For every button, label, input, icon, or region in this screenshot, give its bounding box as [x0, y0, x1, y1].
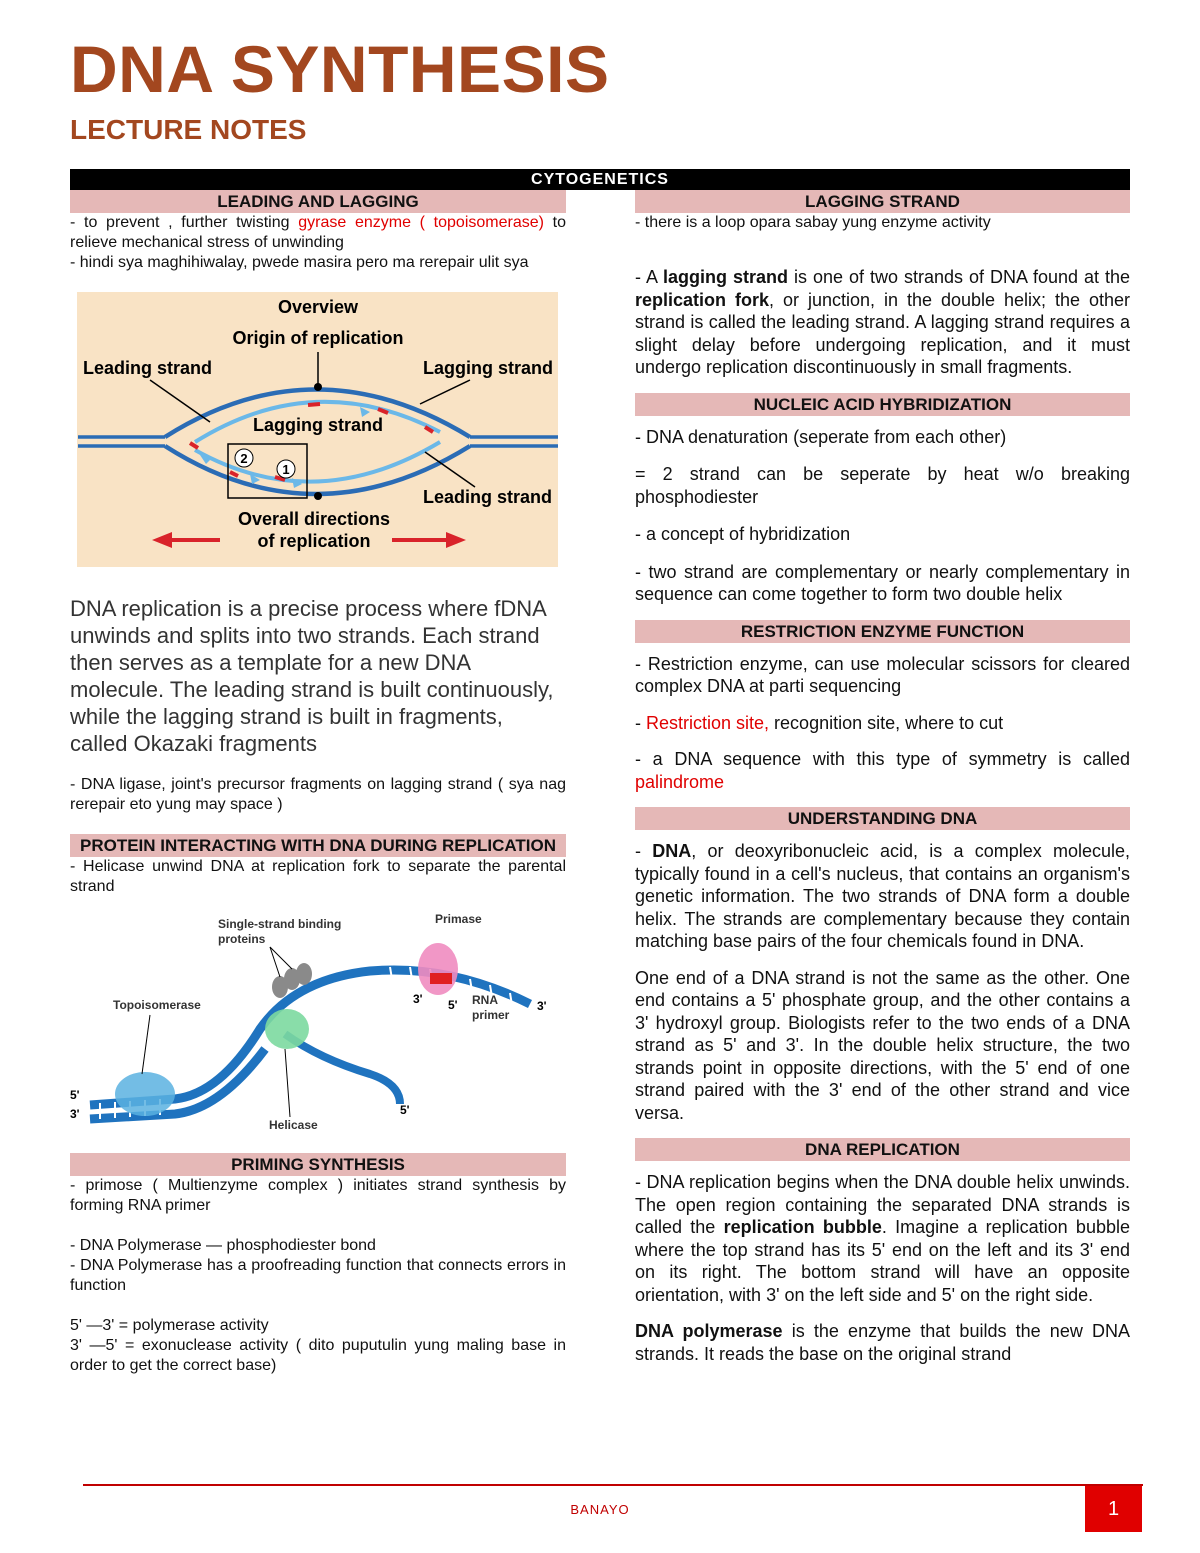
- hybridization-header: NUCLEIC ACID HYBRIDIZATION: [635, 393, 1130, 416]
- five-prime-top: 5': [448, 998, 458, 1012]
- footer-rule: [83, 1484, 1143, 1486]
- primase-paragraph: - primose ( Multienzyme complex ) initiates strand synthesis by forming RNA primer: [70, 1177, 566, 1214]
- priming-synthesis-header: PRIMING SYNTHESIS: [70, 1153, 566, 1176]
- restriction-site-highlight: Restriction site,: [646, 712, 770, 733]
- polymerase-activity-paragraph: 5' —3' = polymerase activity: [70, 1317, 269, 1334]
- footer-author: BANAYO: [570, 1502, 630, 1517]
- protein-interacting-header: PROTEIN INTERACTING WITH DNA DURING REPLICATION: [70, 834, 566, 857]
- ligase-paragraph: - DNA ligase, joint's precursor fragments on lagging strand ( sya nag rerepair eto yung may space ): [70, 776, 566, 813]
- hybridization-p2: = 2 strand can be seperate by heat w/o breaking phosphodiester: [635, 464, 1130, 507]
- lagging-strand-label-right: Lagging strand: [423, 358, 553, 378]
- replication-p2: DNA polymerase is the enzyme that builds the new DNA strands. It reads the base on the original strand: [635, 1321, 1130, 1364]
- page-title: DNA SYNTHESIS: [70, 32, 610, 106]
- restriction-p3: - a DNA sequence with this type of symmetry is called palindrome: [635, 749, 1130, 792]
- page-subtitle: LECTURE NOTES: [70, 114, 307, 145]
- palindrome-highlight: palindrome: [635, 771, 725, 792]
- overview-label: Overview: [277, 297, 359, 317]
- hybridization-p1: - DNA denaturation (seperate from each other): [635, 426, 1007, 447]
- gyrase-highlight: gyrase enzyme ( topoisomerase): [298, 214, 544, 231]
- five-prime-left: 5': [70, 1088, 80, 1102]
- ssb-label-1: Single-strand binding: [218, 917, 342, 931]
- gyrase-paragraph: - to prevent , further twisting gyrase enzyme ( topoisomerase) to relieve mechanical stress of unwinding: [70, 214, 567, 251]
- left-column: [70, 190, 566, 1376]
- replication-summary-paragraph: DNA replication is a precise process where fDNA unwinds and splits into two strands. Each strand then serves as a template for a new DNA molecule. The leading strand is built continuously, while the lagging strand is built in fragments, called Okazaki fragments: [70, 596, 554, 756]
- page-number: 1: [1085, 1486, 1142, 1532]
- hybridization-p4: - two strand are complementary or nearly complementary in sequence can come together to form two double helix: [635, 561, 1130, 604]
- step-2-number: 2: [240, 451, 248, 466]
- leading-strand-label-left: Leading strand: [83, 358, 213, 378]
- restriction-enzyme-header: RESTRICTION ENZYME FUNCTION: [635, 620, 1130, 643]
- directions-label-2: of replication: [257, 531, 371, 551]
- helicase-paragraph: - Helicase unwind DNA at replication fork to separate the parental strand: [70, 858, 566, 895]
- leading-strand-label-bottom: Leading strand: [422, 487, 552, 507]
- primase-label: Primase: [435, 912, 482, 926]
- polymerase-bond-paragraph: - DNA Polymerase — phosphodiester bond: [70, 1237, 376, 1254]
- understanding-p2: One end of a DNA strand is not the same as the other. One end contains a 5' phosphate group, and the other contains a 3' hydroxyl group. Biologists refer to the two ends of a DNA strand as 5' and 3'. In the double helix structure, the two strands point in opposite directions, with the 5' end of one strand paired with the 3' end of the other strand and vice versa.: [635, 967, 1130, 1123]
- three-prime-right: 3': [537, 999, 547, 1013]
- directions-label-1: Overall directions: [237, 509, 391, 529]
- replication-p1: - DNA replication begins when the DNA double helix unwinds. The open region containing the separated DNA strands is called the replication bubble. Imagine a replication bubble where the top strand has its 5' end on the left and its 3' end on its right. The bottom strand will have an opposite orientation, with 3' on the left side and 5' on the right side.: [635, 1172, 1130, 1305]
- step-1-number: 1: [282, 462, 290, 477]
- dna-replication-header: DNA REPLICATION: [635, 1138, 1130, 1161]
- five-prime-bottom: 5': [400, 1103, 410, 1117]
- topoisomerase-label: Topoisomerase: [113, 998, 201, 1012]
- exonuclease-activity-paragraph: 3' —5' = exonuclease activity ( dito puputulin yung maling base in order to get the correct base): [70, 1337, 566, 1374]
- hybridization-p3: - a concept of hybridization: [635, 524, 851, 544]
- lagging-strand-header: LAGGING STRAND: [635, 190, 1130, 213]
- origin-label: Origin of replication: [232, 328, 404, 348]
- right-column: [635, 190, 1130, 1365]
- ssb-label-2: proteins: [218, 932, 266, 946]
- loop-paragraph: - there is a loop opara sabay yung enzyme activity: [635, 214, 991, 231]
- primer-label: primer: [472, 1008, 510, 1022]
- three-prime-top: 3': [413, 992, 423, 1006]
- understanding-dna-header: UNDERSTANDING DNA: [635, 807, 1130, 830]
- restriction-p1: - Restriction enzyme, can use molecular scissors for cleared complex DNA at parti sequencing: [635, 653, 1130, 696]
- repair-paragraph: - hindi sya maghihiwalay, pwede masira pero ma rerepair ulit sya: [70, 254, 529, 271]
- leading-lagging-header: LEADING AND LAGGING: [70, 190, 566, 213]
- replication-proteins-figure: [70, 909, 566, 1139]
- polymerase-proofread-paragraph: - DNA Polymerase has a proofreading function that connects errors in function: [70, 1257, 566, 1294]
- restriction-p2: - Restriction site, recognition site, where to cut: [635, 712, 1004, 733]
- understanding-p1: - DNA, or deoxyribonucleic acid, is a complex molecule, typically found in a cell's nucleus, that contains an organism's genetic information. The two strands of DNA form a double helix. The strands are complementary because they contain matching base pairs of the four chemicals found in DNA.: [635, 841, 1131, 951]
- lagging-strand-paragraph: - A lagging strand is one of two strands of DNA found at the replication fork, or junction, in the double helix; the other strand is called the leading strand. A lagging strand requires a slight delay before undergoing replication, and it must undergo replication discontinuously in small fragments.: [635, 267, 1130, 377]
- helicase-label: Helicase: [269, 1118, 318, 1132]
- replication-overview-figure: [70, 292, 566, 577]
- lagging-strand-label-center: Lagging strand: [253, 415, 383, 435]
- three-prime-left: 3': [70, 1107, 80, 1121]
- rna-label: RNA: [472, 993, 498, 1007]
- section-bar: CYTOGENETICS: [70, 169, 1130, 190]
